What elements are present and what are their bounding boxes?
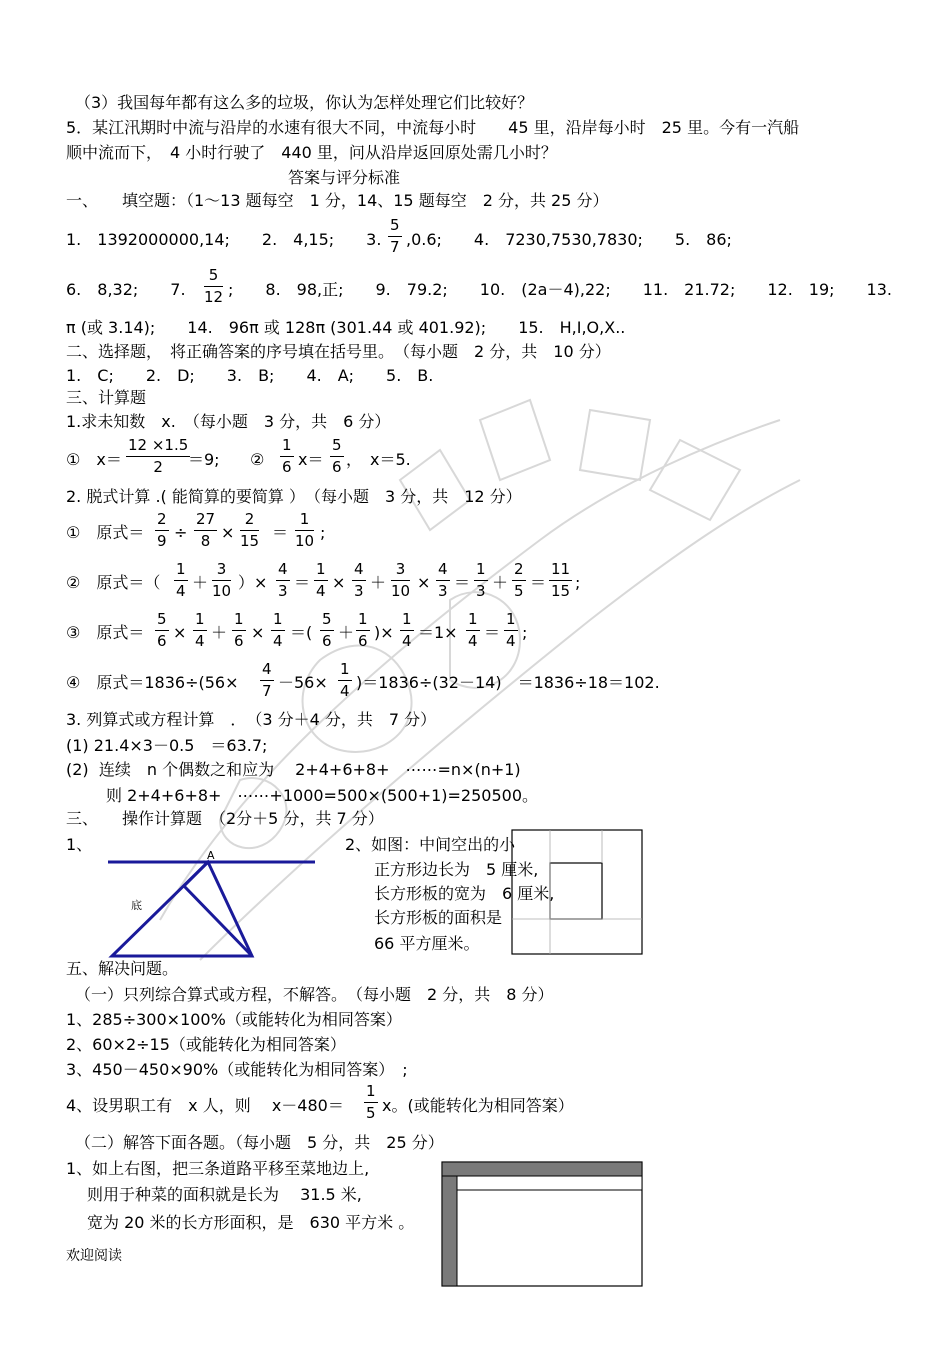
- calc-3-frac-e: $\frac{5}{6}$: [322, 610, 332, 650]
- calc-3-op4: ＋: [338, 623, 355, 642]
- section-4-item-2c: 长方形板的宽为 6 厘米,: [374, 884, 555, 903]
- section-5-1-b: 2、60×2÷15（或能转化为相同答案）: [66, 1035, 346, 1054]
- answer-title: 答案与评分标准: [288, 168, 401, 187]
- calc-4-tail: )＝1836÷(32－14) ＝1836÷18＝102.: [356, 673, 660, 692]
- calc-2-eq2: ＝: [454, 573, 471, 592]
- fill-answers-row-1a: 1. 1392000000,14; 2. 4,15; 3.: [66, 230, 382, 249]
- calc-3-op1: ×: [173, 623, 187, 642]
- calc-3-frac-a: $\frac{5}{6}$: [157, 610, 167, 650]
- calc-3-result: $\frac{1}{4}$: [506, 610, 516, 650]
- calc-4-lead: ④ 原式＝1836÷(56×: [66, 673, 239, 692]
- section-5-2-b: 则用于种菜的面积就是长为 31.5 米,: [87, 1185, 362, 1204]
- calc-1-result: $\frac{1}{10}$: [295, 510, 315, 550]
- section-2-heading: 二、选择题， 将正确答案的序号填在括号里。 （每小题 2 分，共 10 分）: [66, 342, 611, 361]
- calc-2-frac-i: $\frac{2}{5}$: [514, 560, 524, 600]
- fill-answers-row-3: π (或 3.14); 14. 96π 或 128π (301.44 或 401.92); 15. H,I,O,X..: [66, 318, 626, 337]
- section-4-item-2b: 正方形边长为 5 厘米,: [374, 860, 539, 879]
- question-5-text-cont: 顺中流而下， 4 小时行驶了 440 里，问从沿岸返回原处需几小时？: [66, 143, 557, 162]
- equation-2-tail: ， x＝5.: [346, 450, 411, 469]
- calc-3-close: )×: [374, 623, 394, 642]
- calc-2-lead: ② 原式＝（: [66, 573, 161, 592]
- calc-2-frac-h: $\frac{1}{3}$: [476, 560, 486, 600]
- fraction-5-12: $\frac{5}{12}$: [204, 266, 224, 306]
- triangle-base-label: 底: [131, 899, 142, 912]
- fraction-eq2-a: $\frac{1}{6}$: [282, 436, 292, 476]
- section-5-1-c: 3、450－450×90%（或能转化为相同答案） ;: [66, 1060, 408, 1079]
- calc-1-frac-c: $\frac{2}{15}$: [240, 510, 260, 550]
- calc-3-tail: ;: [522, 623, 528, 642]
- section-4-item-2d: 长方形板的面积是: [374, 908, 503, 927]
- calc-1-op2: ×: [221, 523, 235, 542]
- calc-4-frac-a: $\frac{4}{7}$: [262, 660, 272, 700]
- calc-3-frac-g: $\frac{1}{4}$: [402, 610, 412, 650]
- section-4-item-2a: 2、如图：中间空出的小: [345, 835, 516, 854]
- section-3-heading: 三、计算题: [66, 388, 147, 407]
- section-5-2-heading: （二）解答下面各题。（每小题 5 分，共 25 分）: [75, 1133, 444, 1152]
- calc-2-eq1: ＝: [294, 573, 311, 592]
- equation-2-mid: x＝: [298, 450, 324, 469]
- section-3-3-heading: 3. 列算式或方程计算 ． （3 分＋4 分，共 7 分）: [66, 710, 437, 729]
- calc-2-close: ）×: [238, 573, 268, 592]
- fill-answers-row-2b: ; 8. 98,正; 9. 79.2; 10. (2a－4),22; 11. 21.72; 12. 19; 13.: [228, 280, 892, 299]
- calc-2-eq3: ＝: [530, 573, 547, 592]
- section-4-heading: 三、 操作计算题 （2分＋5 分，共 7 分）: [66, 809, 384, 828]
- section-3-1-heading: 1.求未知数 x. （每小题 3 分，共 6 分）: [66, 412, 391, 431]
- question-3-text: （3）我国每年都有这么多的垃圾，你认为怎样处理它们比较好？: [75, 93, 534, 112]
- fraction-eq2-b: $\frac{5}{6}$: [332, 436, 342, 476]
- triangle-vertex-label: A: [207, 849, 215, 862]
- calc-3-eq1: ＝(: [290, 623, 313, 642]
- section-1-heading: 一、 填空题：（1～13 题每空 1 分，14、15 题每空 2 分，共 25 分）: [66, 191, 609, 210]
- calc-2-frac-g: $\frac{4}{3}$: [438, 560, 448, 600]
- fraction-5-7: $\frac{5}{7}$: [390, 216, 400, 256]
- calc-3-frac-b: $\frac{1}{4}$: [195, 610, 205, 650]
- calc-2-frac-f: $\frac{3}{10}$: [391, 560, 411, 600]
- fill-answers-row-2a: 6. 8,32; 7.: [66, 280, 186, 299]
- calc-3-frac-h: $\frac{1}{4}$: [468, 610, 478, 650]
- section-5-2-a: 1、如上右图，把三条道路平移至菜地边上,: [66, 1159, 370, 1178]
- section-3-3-b: (2) 连续 n 个偶数之和应为 2+4+6+8+ ⋯⋯=n×(n+1): [66, 760, 521, 779]
- choice-answers: 1. C; 2. D; 3. B; 4. A; 5. B.: [66, 366, 434, 385]
- calc-3-eq2: ＝1×: [418, 623, 458, 642]
- field-figure: [440, 1160, 644, 1288]
- calc-2-frac-c: $\frac{4}{3}$: [278, 560, 288, 600]
- section-4-item-1: 1、: [66, 835, 93, 854]
- section-5-1-d-lead: 4、设男职工有 x 人，则 x－480＝: [66, 1096, 344, 1115]
- question-5-text: 5．某江汛期时中流与沿岸的水速有很大不同，中流每小时 45 里，沿岸每小时 25 里。今有一汽船: [66, 118, 800, 137]
- calc-1-lead: ① 原式＝: [66, 523, 145, 542]
- equation-2-lead: ②: [250, 450, 265, 469]
- calc-3-frac-f: $\frac{1}{6}$: [358, 610, 368, 650]
- calc-2-frac-e: $\frac{4}{3}$: [354, 560, 364, 600]
- section-5-2-c: 宽为 20 米的长方形面积，是 630 平方米 。: [87, 1213, 415, 1232]
- calc-2-frac-d: $\frac{1}{4}$: [316, 560, 326, 600]
- footer-text: 欢迎阅读: [66, 1248, 122, 1264]
- calc-2-tail: ;: [575, 573, 581, 592]
- section-4-item-2e: 66 平方厘米。: [374, 934, 480, 953]
- calc-3-op3: ×: [251, 623, 265, 642]
- calc-4-frac-b: $\frac{1}{4}$: [340, 660, 350, 700]
- section-5-1-a: 1、285÷300×100%（或能转化为相同答案）: [66, 1010, 402, 1029]
- calc-1-eq: ＝: [272, 523, 289, 542]
- section-3-2-heading: 2. 脱式计算 .( 能简算的要简算 ） （每小题 3 分，共 12 分）: [66, 487, 522, 506]
- calc-2-frac-b: $\frac{3}{10}$: [212, 560, 232, 600]
- calc-2-op5: ＋: [492, 573, 509, 592]
- section-3-3-a: (1) 21.4×3－0.5 ＝63.7;: [66, 736, 268, 755]
- calc-2-frac-a: $\frac{1}{4}$: [176, 560, 186, 600]
- equation-1-tail: ＝9;: [188, 450, 220, 469]
- calc-1-tail: ;: [320, 523, 326, 542]
- calc-2-op3: ＋: [370, 573, 387, 592]
- calc-4-mid: －56×: [278, 673, 328, 692]
- section-3-3-c: 则 2+4+6+8+ ⋯⋯+1000=500×(500+1)=250500。: [106, 786, 539, 805]
- calc-2-op1: ＋: [192, 573, 209, 592]
- calc-3-frac-c: $\frac{1}{6}$: [234, 610, 244, 650]
- fill-answers-row-1b: ,0.6; 4. 7230,7530,7830; 5. 86;: [406, 230, 732, 249]
- calc-2-op4: ×: [417, 573, 431, 592]
- board-figure: [510, 828, 644, 956]
- calc-3-eq3: ＝: [484, 623, 501, 642]
- calc-2-result: $\frac{11}{15}$: [551, 560, 571, 600]
- fraction-eq1: $\frac{12 \times 1.5}{2}$: [128, 436, 189, 476]
- fraction-1-5: $\frac{1}{5}$: [366, 1082, 376, 1122]
- calc-1-op1: ÷: [174, 523, 188, 542]
- calc-3-op2: ＋: [211, 623, 228, 642]
- calc-3-frac-d: $\frac{1}{4}$: [273, 610, 283, 650]
- calc-1-frac-b: $\frac{27}{8}$: [196, 510, 216, 550]
- calc-2-op2: ×: [332, 573, 346, 592]
- section-5-1-d-tail: x。(或能转化为相同答案）: [382, 1096, 574, 1115]
- section-5-heading: 五、解决问题。: [66, 959, 179, 978]
- calc-3-lead: ③ 原式＝: [66, 623, 145, 642]
- calc-1-frac-a: $\frac{2}{9}$: [157, 510, 167, 550]
- section-5-1-heading: （一）只列综合算式或方程，不解答。 （每小题 2 分，共 8 分）: [75, 985, 554, 1004]
- equation-1-lead: ① x＝: [66, 450, 122, 469]
